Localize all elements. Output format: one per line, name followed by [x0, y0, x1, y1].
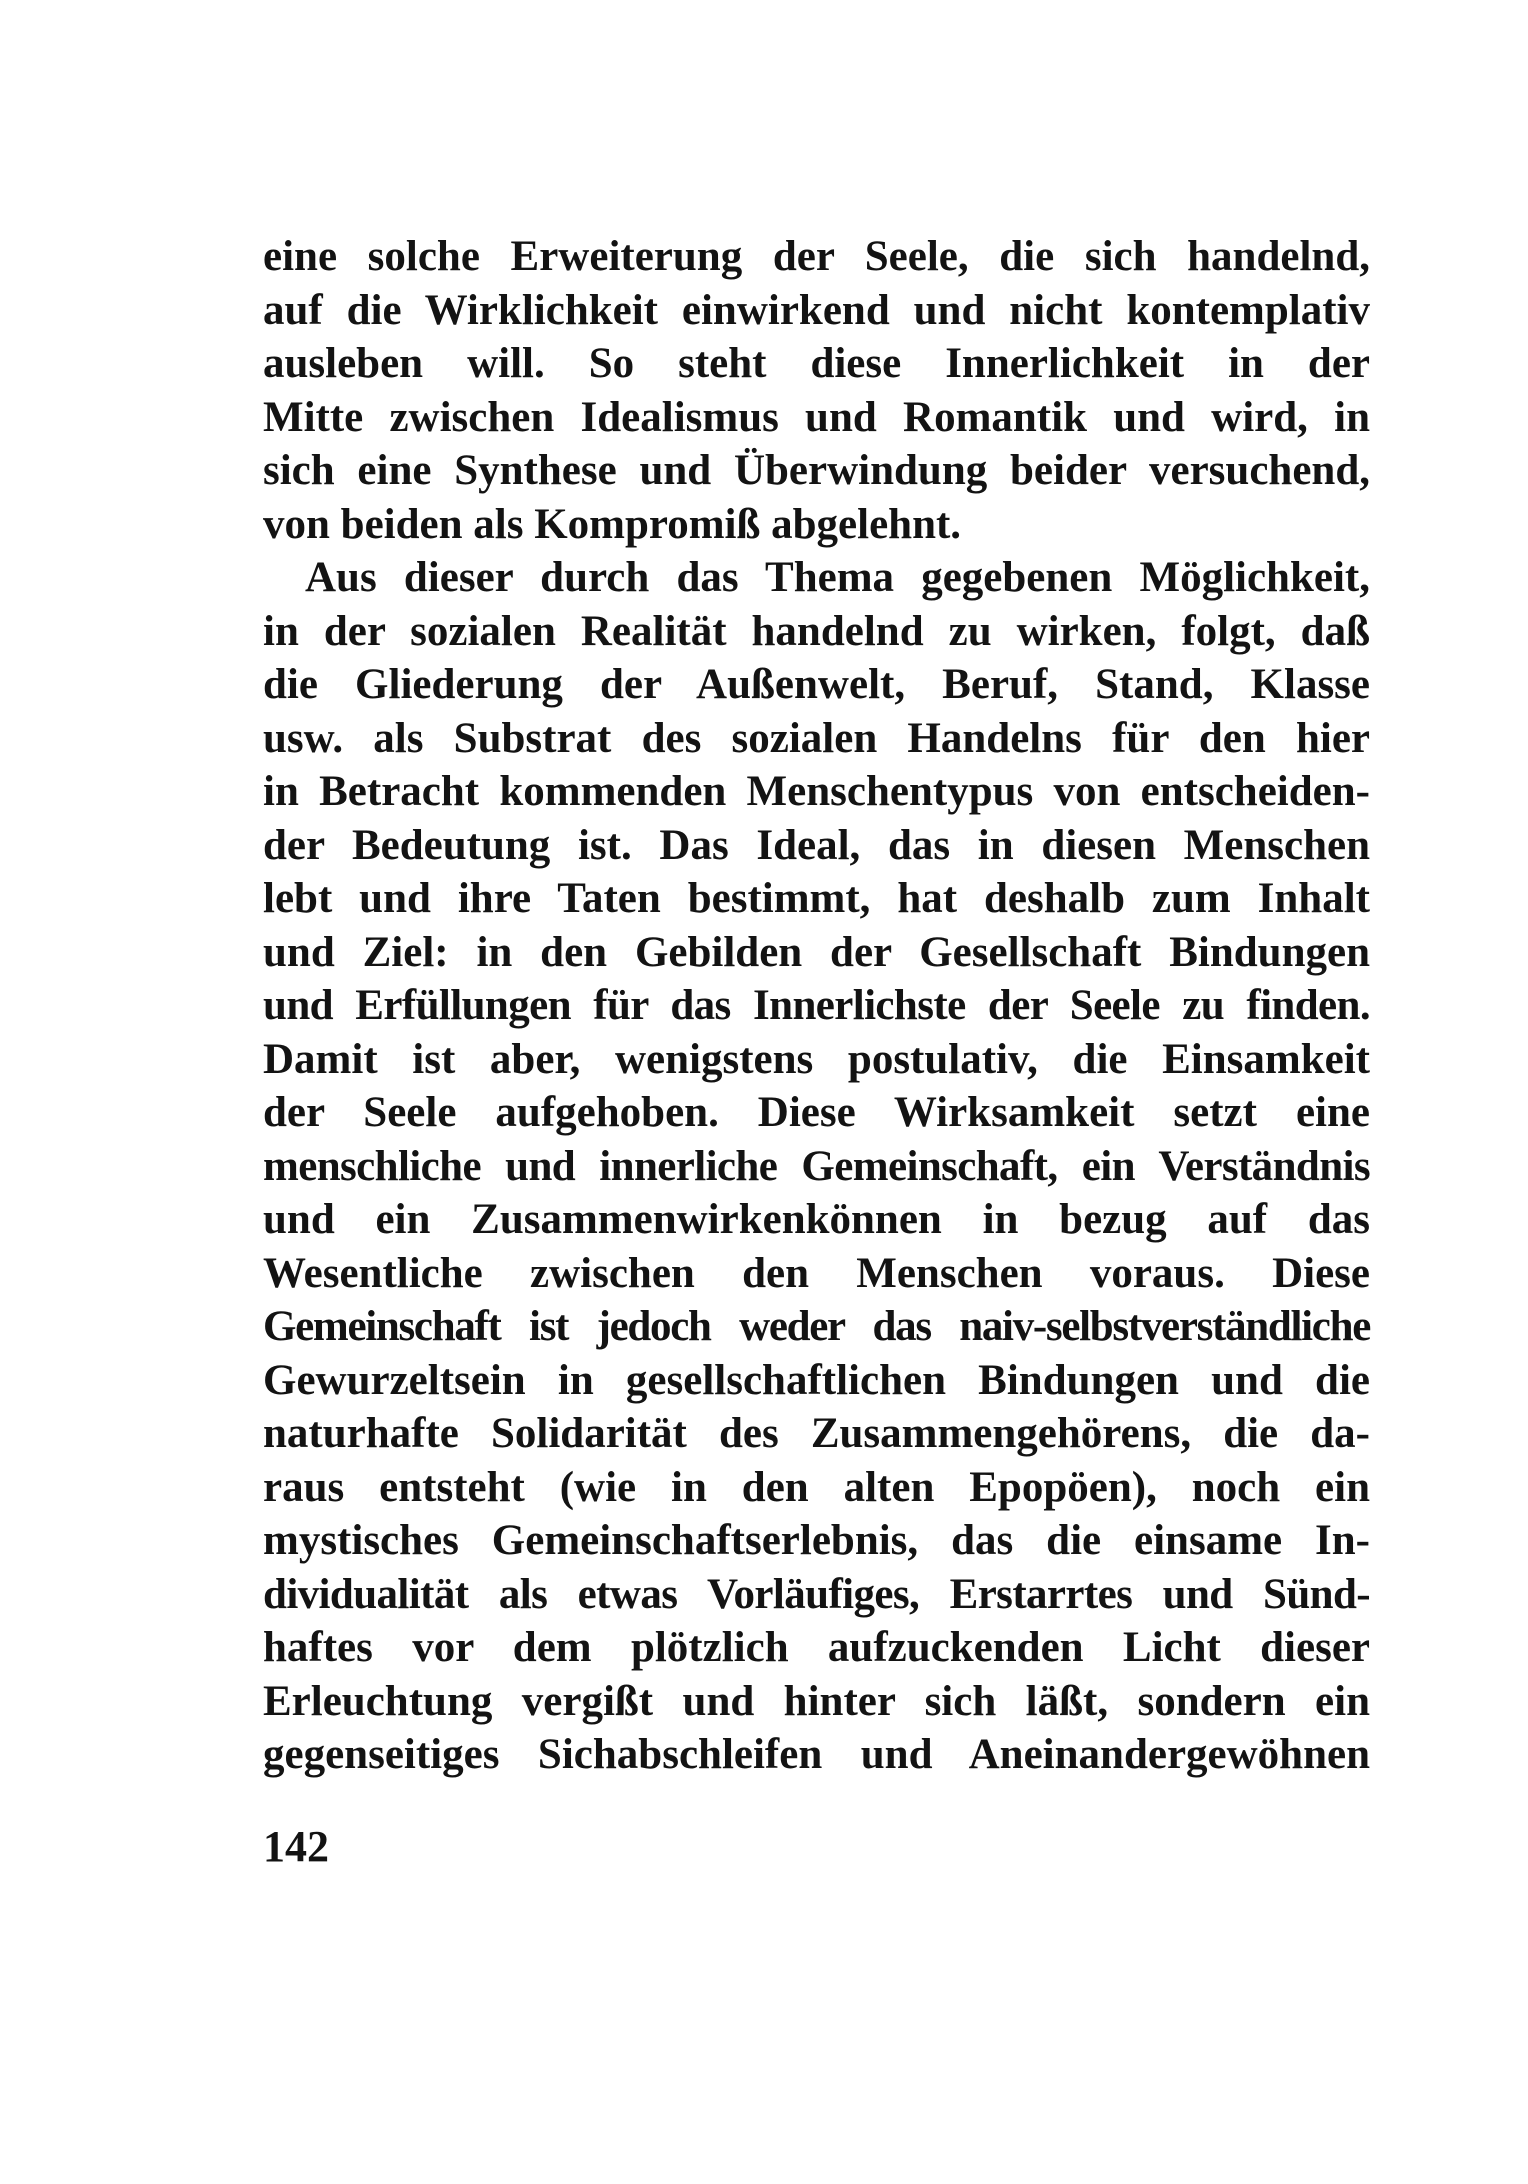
text-line: Erleuchtung vergißt und hinter sich läßt, sondern ein — [263, 1677, 1370, 1725]
text-line: usw. als Substrat des sozialen Handelns für den hier — [263, 714, 1370, 762]
text-line: ausleben will. So steht diese Innerlichkeit in der — [263, 340, 1370, 387]
text-line: Gewurzeltsein in gesellschaftlichen Bindungen und die — [263, 1356, 1370, 1404]
text-line: Mitte zwischen Idealismus und Romantik und wird, in — [263, 393, 1370, 441]
text-line: gegenseitiges Sichabschleifen und Aneinandergewöhnen — [263, 1731, 1370, 1778]
text-line: und Ziel: in den Gebilden der Gesellschaft Bindungen — [263, 928, 1370, 976]
text-line: Damit ist aber, wenigstens postulativ, die Einsamkeit — [263, 1035, 1370, 1083]
text-line: Wesentliche zwischen den Menschen voraus. Diese — [263, 1249, 1370, 1297]
text-line: in Betracht kommenden Menschentypus von entscheiden- — [263, 768, 1370, 815]
text-line: sich eine Synthese und Überwindung beider versuchend, — [263, 447, 1370, 494]
page-text-block — [263, 230, 1370, 1782]
text-line: von beiden als Kompromiß abgelehnt. — [263, 500, 962, 548]
text-line: dividualität als etwas Vorläufiges, Erstarrtes und Sünd- — [263, 1570, 1370, 1618]
text-line: haftes vor dem plötzlich aufzuckenden Licht dieser — [263, 1624, 1370, 1671]
text-line: der Bedeutung ist. Das Ideal, das in diesen Menschen — [263, 821, 1370, 869]
text-line: in der sozialen Realität handelnd zu wirken, folgt, daß — [263, 607, 1370, 655]
text-line: eine solche Erweiterung der Seele, die sich handelnd, — [263, 233, 1370, 280]
text-line: auf die Wirklichkeit einwirkend und nicht kontemplativ — [263, 286, 1370, 334]
text-line: die Gliederung der Außenwelt, Beruf, Stand, Klasse — [263, 661, 1370, 708]
text-line: der Seele aufgehoben. Diese Wirksamkeit setzt eine — [263, 1089, 1370, 1136]
text-line: und Erfüllungen für das Innerlichste der Seele zu finden. — [263, 982, 1370, 1029]
text-line: raus entsteht (wie in den alten Epopöen), noch ein — [263, 1463, 1370, 1511]
page-number: 142 — [263, 1822, 329, 1871]
text-line: menschliche und innerliche Gemeinschaft, ein Verständnis — [263, 1142, 1370, 1190]
text-line: lebt und ihre Taten bestimmt, hat deshalb zum Inhalt — [263, 875, 1370, 922]
text-line: mystisches Gemeinschaftserlebnis, das die einsame In- — [263, 1517, 1370, 1564]
text-line: Gemeinschaft ist jedoch weder das naiv-selbstverständliche — [263, 1303, 1370, 1350]
text-line: Aus dieser durch das Thema gegebenen Möglichkeit, — [305, 554, 1370, 601]
text-line: naturhafte Solidarität des Zusammengehörens, die da- — [263, 1410, 1370, 1457]
text-line: und ein Zusammenwirkenkönnen in bezug auf das — [263, 1196, 1370, 1243]
